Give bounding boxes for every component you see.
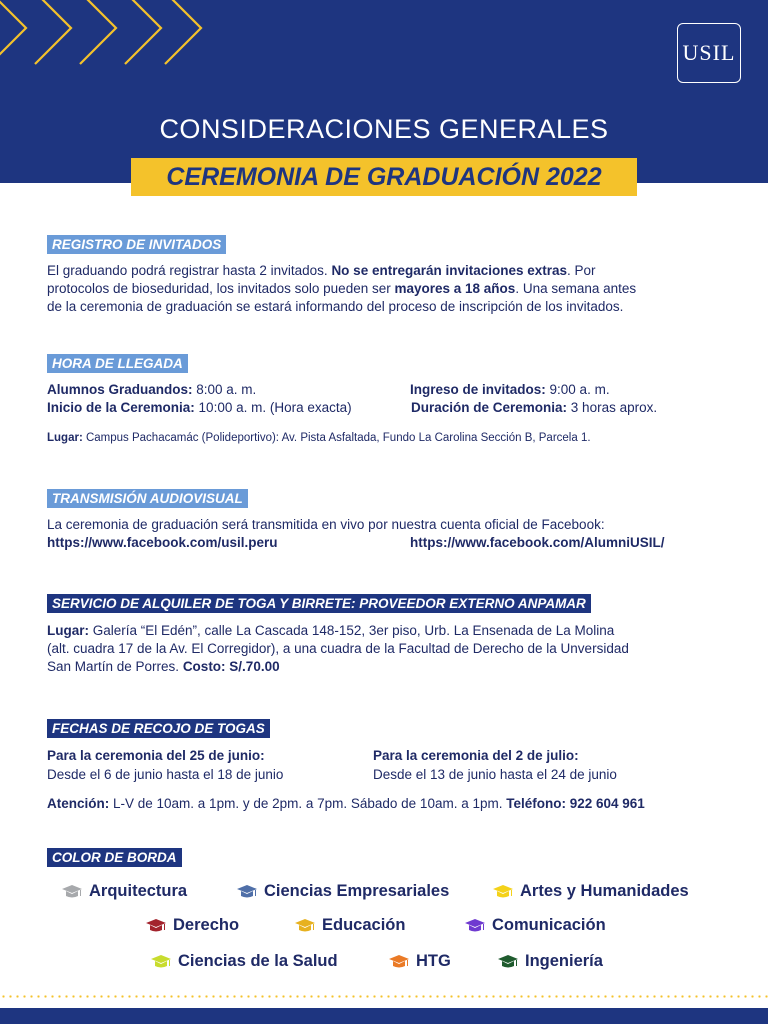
registro-line-2 [47, 280, 636, 298]
graduation-cap-icon [388, 954, 410, 970]
registro-text: El graduando podrá registrar hasta 2 invitados. [47, 263, 332, 278]
lugar-ceremonia [47, 429, 591, 447]
facebook-link-alumni[interactable]: https://www.facebook.com/AlumniUSIL/ [410, 535, 665, 550]
faculty-name: Arquitectura [89, 882, 188, 900]
toga-line-3 [47, 658, 280, 676]
graduation-cap-icon [150, 954, 172, 970]
toga-lugar-label: Lugar: [47, 623, 89, 638]
ingreso-invitados [410, 381, 610, 399]
faculty-ciencias-empresariales [236, 882, 449, 901]
recojo-col2-title: Para la ceremonia del 2 de julio: [373, 748, 579, 763]
transmision-line: La ceremonia de graduación será transmitida en vivo por nuestra cuenta oficial de Facebook: [47, 517, 605, 532]
chevron-pattern-icon [0, 0, 210, 70]
graduation-cap-icon [294, 918, 316, 934]
faculty-name: Educación [322, 916, 406, 934]
section-label-registro: REGISTRO DE INVITADOS [47, 235, 226, 254]
faculty-ingenieria [497, 952, 603, 971]
lugar-value: Campus Pachacamác (Polideportivo): Av. Pista Asfaltada, Fundo La Carolina Sección B, Parcela 1. [82, 432, 591, 444]
registro-text: . Por [567, 263, 596, 278]
ingreso-value: 9:00 a. m. [545, 382, 610, 397]
page-title: CONSIDERACIONES GENERALES [159, 114, 609, 144]
toga-line-2: (alt. cuadra 17 de la Av. El Corregidor), a una cuadra de la Facultad de Derecho de la Unversidad [47, 641, 629, 656]
toga-line-1 [47, 622, 614, 640]
subtitle-band [131, 158, 637, 196]
duracion-value: 3 horas aprox. [567, 400, 658, 415]
atencion-value: L-V de 10am. a 1pm. y de 2pm. a 7pm. Sábado de 10am. a 1pm. [109, 796, 507, 811]
graduation-cap-icon [61, 884, 83, 900]
dotted-divider [0, 993, 768, 1001]
facebook-link-usil[interactable]: https://www.facebook.com/usil.peru [47, 535, 278, 550]
faculty-ciencias-salud [150, 952, 338, 971]
faculty-name: HTG [416, 952, 451, 970]
faculty-arquitectura [61, 882, 187, 901]
telefono: Teléfono: 922 604 961 [506, 796, 645, 811]
faculty-comunicacion [464, 916, 606, 935]
duracion-ceremonia [411, 399, 657, 417]
toga-costo: Costo: S/.70.00 [182, 659, 280, 674]
faculty-name: Derecho [173, 916, 240, 934]
faculty-derecho [145, 916, 239, 935]
faculty-name: Comunicación [492, 916, 606, 934]
footer-bar [0, 1008, 768, 1024]
atencion-line [47, 795, 645, 813]
lugar-label: Lugar: [47, 432, 83, 444]
registro-bold: No se entregarán invitaciones extras [331, 263, 568, 278]
faculty-educacion [294, 916, 405, 935]
faculty-name: Ciencias de la Salud [178, 952, 338, 970]
alumnos-label: Alumnos Graduandos: [47, 382, 193, 397]
recojo-col1-text: Desde el 6 de junio hasta el 18 de junio [47, 767, 284, 782]
registro-line-1 [47, 262, 596, 280]
graduation-cap-icon [492, 884, 514, 900]
faculty-name: Artes y Humanidades [520, 882, 689, 900]
registro-text: protocolos de bioseduridad, los invitados solo pueden ser [47, 281, 395, 296]
header-banner [0, 0, 768, 183]
alumnos-value: 8:00 a. m. [192, 382, 257, 397]
faculty-artes-humanidades [492, 882, 689, 901]
faculty-htg [388, 952, 451, 971]
recojo-col1-title: Para la ceremonia del 25 de junio: [47, 748, 265, 763]
alumnos-arrival [47, 381, 256, 399]
registro-text: . Una semana antes [515, 281, 637, 296]
inicio-ceremonia [47, 399, 352, 417]
graduation-cap-icon [497, 954, 519, 970]
faculty-name: Ingeniería [525, 952, 603, 970]
atencion-label: Atención: [47, 796, 110, 811]
registro-line-3: de la ceremonia de graduación se estará informando del proceso de inscripción de los invitados. [47, 299, 624, 314]
recojo-col2-text: Desde el 13 de junio hasta el 24 de junio [373, 767, 617, 782]
registro-bold: mayores a 18 años [394, 281, 516, 296]
graduation-cap-icon [464, 918, 486, 934]
section-label-recojo: FECHAS DE RECOJO DE TOGAS [47, 719, 270, 738]
inicio-value: 10:00 a. m. (Hora exacta) [194, 400, 352, 415]
toga-text: Galería “El Edén”, calle La Cascada 148-152, 3er piso, Urb. La Ensenada de La Molina [89, 623, 615, 638]
graduation-cap-icon [236, 884, 258, 900]
ingreso-label: Ingreso de invitados: [410, 382, 546, 397]
section-label-borda: COLOR DE BORDA [47, 848, 182, 867]
section-label-llegada: HORA DE LLEGADA [47, 354, 188, 373]
page-subtitle: CEREMONIA DE GRADUACIÓN 2022 [166, 162, 602, 191]
faculty-name: Ciencias Empresariales [264, 882, 450, 900]
graduation-cap-icon [145, 918, 167, 934]
duracion-label: Duración de Ceremonia: [411, 400, 568, 415]
toga-text: San Martín de Porres. [47, 659, 183, 674]
section-label-transmision: TRANSMISIÓN AUDIOVISUAL [47, 489, 248, 508]
usil-logo: USIL [677, 23, 741, 83]
section-label-toga: SERVICIO DE ALQUILER DE TOGA Y BIRRETE: PROVEEDOR EXTERNO ANPAMAR [47, 594, 591, 613]
inicio-label: Inicio de la Ceremonia: [47, 400, 195, 415]
